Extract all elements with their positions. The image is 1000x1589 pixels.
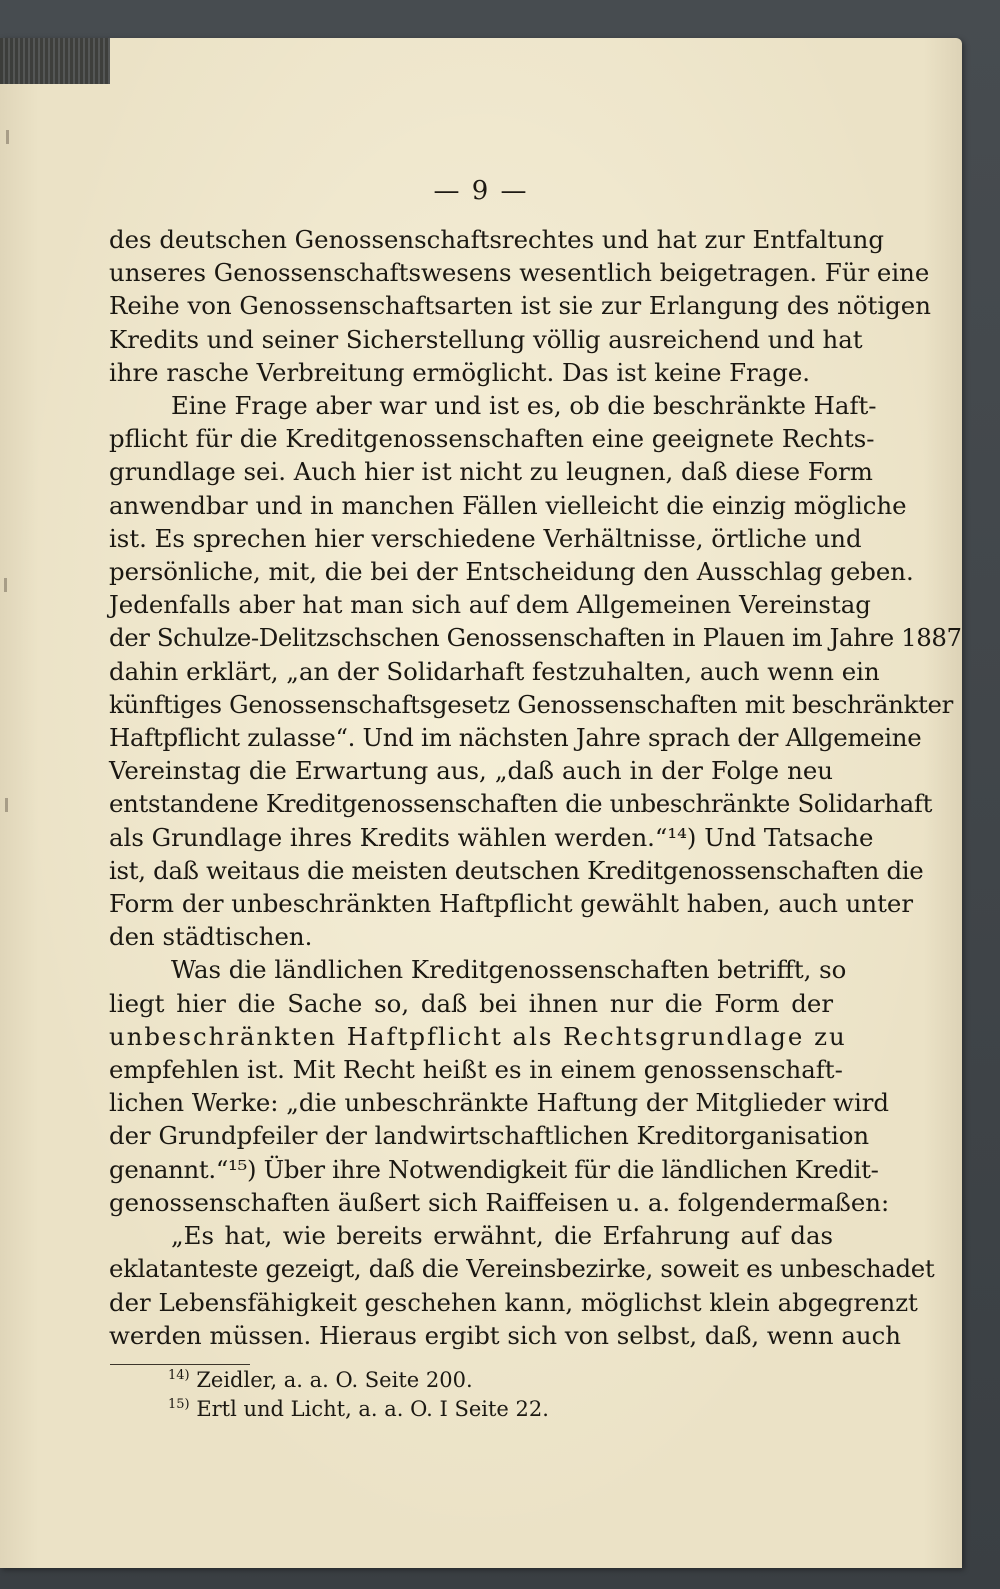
text-line: anwendbar und in manchen Fällen vielleicht die einzig mögliche (109, 490, 907, 520)
text-line: werden müssen. Hieraus ergibt sich von selbst, daß, wenn auch (109, 1320, 901, 1350)
footnote-divider (110, 1364, 250, 1365)
text-line: Reihe von Genossenschaftsarten ist sie zur Erlangung des nötigen (109, 291, 931, 321)
footnote-text: Ertl und Licht, a. a. O. I Seite 22. (196, 1397, 549, 1421)
book-page (0, 38, 962, 1568)
footnotes (168, 1366, 808, 1424)
text-line: grundlage sei. Auch hier ist nicht zu leugnen, daß diese Form (109, 457, 873, 487)
page-number: — 9 — (433, 176, 529, 206)
text-line: Vereinstag die Erwartung aus, „daß auch in der Folge neu (109, 756, 833, 786)
text-line: dahin erklärt, „an der Solidarhaft festzuhalten, auch wenn ein (109, 656, 880, 686)
margin-mark (4, 578, 7, 592)
footnote-ref: 14) (168, 1368, 190, 1383)
footnote-ref: 15) (168, 1397, 190, 1412)
text-line: des deutschen Genossenschaftsrechtes und hat zur Entfaltung (109, 225, 884, 254)
footnote-text: Zeidler, a. a. O. Seite 200. (196, 1368, 473, 1392)
text-line: entstandene Kreditgenossenschaften die unbeschränkte Solidarhaft (109, 789, 933, 819)
text-line: Haftpflicht zulasse“. Und im nächsten Jahre sprach der Allgemeine (109, 723, 922, 753)
text-line: Was die ländlichen Kreditgenossenschaften betrifft, so (171, 955, 847, 985)
scan-corner-mark (0, 38, 110, 84)
text-line: der Schulze-Delitzschschen Genossenschaften in Plauen im Jahre 1887 (109, 623, 962, 653)
text-line: empfehlen ist. Mit Recht heißt es in einem genossenschaft- (109, 1055, 843, 1085)
margin-mark (6, 130, 9, 144)
text-line: den städtischen. (109, 922, 313, 952)
text-line: lichen Werke: „die unbeschränkte Haftung der Mitglieder wird (109, 1088, 890, 1118)
text-line: unbeschränkten Haftpflicht als Rechtsgrundlage zu (109, 1021, 847, 1051)
text-line: persönliche, mit, die bei der Entscheidung den Ausschlag geben. (109, 557, 914, 587)
text-line: genannt.“¹⁵) Über ihre Notwendigkeit für die ländlichen Kredit- (109, 1154, 879, 1184)
text-line: der Grundpfeiler der landwirtschaftlichen Kreditorganisation (109, 1121, 870, 1151)
text-line: ist. Es sprechen hier verschiedene Verhältnisse, örtliche und (109, 523, 862, 553)
margin-mark (5, 798, 8, 812)
text-line: unseres Genossenschaftswesens wesentlich beigetragen. Für eine (109, 258, 930, 288)
footnote-15 (168, 1395, 808, 1424)
text-line: Eine Frage aber war und ist es, ob die beschränkte Haft- (171, 391, 877, 421)
body-text (109, 223, 962, 1352)
text-line: künftiges Genossenschaftsgesetz Genossenschaften mit beschränkter (109, 689, 953, 719)
text-line: der Lebensfähigkeit geschehen kann, möglichst klein abgegrenzt (109, 1287, 918, 1317)
text-line: genossenschaften äußert sich Raiffeisen u. a. folgendermaßen: (109, 1187, 890, 1217)
text-line: Form der unbeschränkten Haftpflicht gewählt haben, auch unter (109, 889, 913, 919)
text-line: eklatanteste gezeigt, daß die Vereinsbezirke, soweit es unbeschadet (109, 1254, 935, 1284)
text-line: pflicht für die Kreditgenossenschaften eine geeignete Rechts- (109, 424, 875, 454)
text-line: ist, daß weitaus die meisten deutschen Kreditgenossenschaften die (109, 855, 924, 885)
text-line: „Es hat, wie bereits erwähnt, die Erfahrung auf das (171, 1221, 833, 1251)
text-line: ihre rasche Verbreitung ermöglicht. Das ist keine Frage. (109, 357, 811, 387)
text-line: Jedenfalls aber hat man sich auf dem Allgemeinen Vereinstag (109, 590, 871, 620)
footnote-14 (168, 1366, 808, 1395)
text-line: als Grundlage ihres Kredits wählen werden.“¹⁴) Und Tatsache (109, 822, 874, 852)
text-line: liegt hier die Sache so, daß bei ihnen nur die Form der (109, 988, 833, 1018)
text-line: Kredits und seiner Sicherstellung völlig ausreichend und hat (109, 324, 863, 354)
